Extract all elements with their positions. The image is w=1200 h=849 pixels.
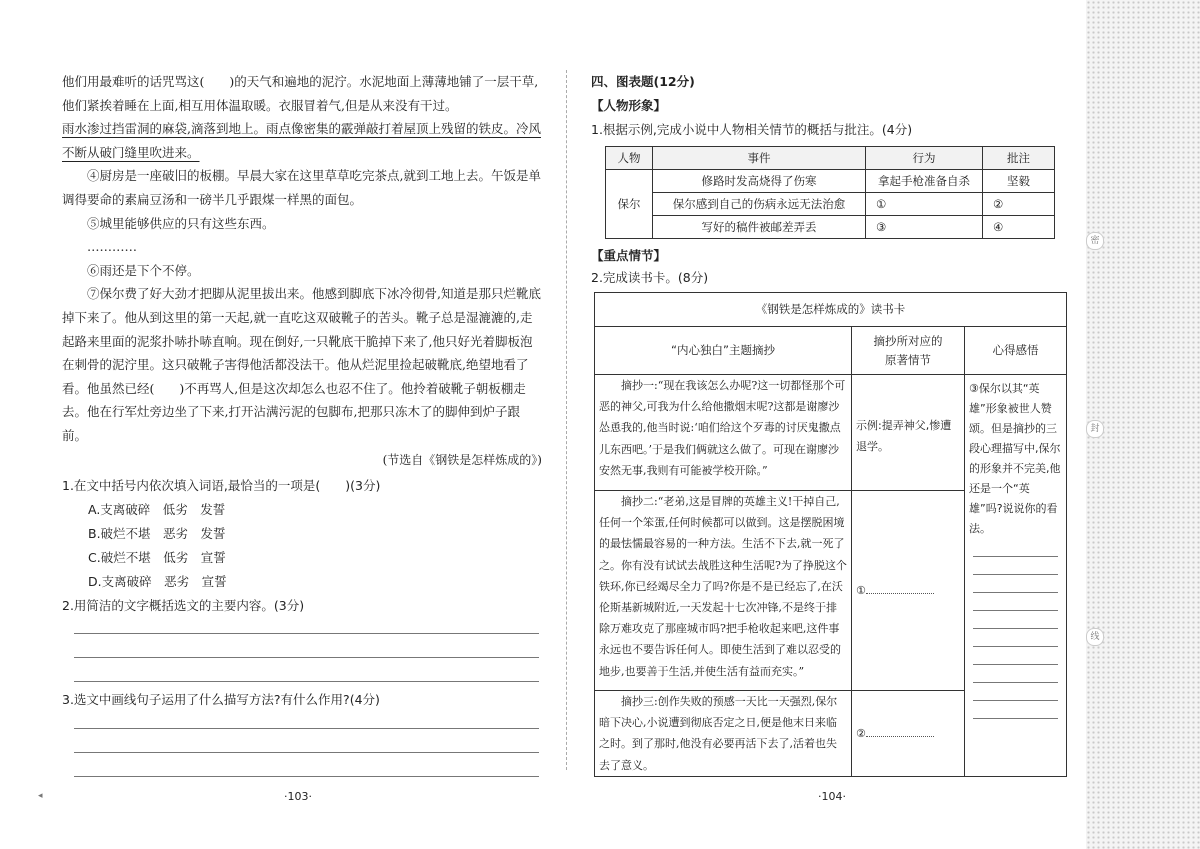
- card-col-plot-line2: 原著情节: [885, 352, 931, 367]
- section-title: 四、图表题(12分): [591, 74, 695, 89]
- question-3: 3.选文中画线句子运用了什么描写方法?有什么作用?(4分): [62, 692, 380, 707]
- answer-line[interactable]: [74, 633, 539, 634]
- note-cell: 坚毅: [983, 170, 1055, 193]
- passage-paragraph: ⑥雨还是下个不停。: [87, 262, 200, 278]
- excerpt-2: 摘抄二:“老弟,这是冒牌的英雄主义!干掉自己,任何一个笨蛋,任何时候都可以做到。这是摆脱困境的最怯懦最容易的一种方法。生活不下去,就一死了之。你有没有试试去战胜这种生活呢?为了挣脱这个铁环,你已经竭尽全力了吗?你是不是已经忘了,在沃伦斯基新城附近,一天发起十七次冲锋,不是终于排除万难攻克了那座城市吗?把手枪收起来吧,这件事永远也不要告诉任何人。即使生活到了难以忍受的地步,也要善于生活,并使生活有益而充实。”: [595, 491, 852, 691]
- table-row: [606, 193, 1055, 216]
- table-row: [606, 170, 1055, 193]
- page-number: ·103·: [284, 790, 312, 803]
- passage-source: (节选自《钢铁是怎样炼成的》): [382, 452, 542, 467]
- page-number: ·104·: [818, 790, 846, 803]
- card-col-plot: [852, 327, 965, 375]
- card-col-excerpt: “内心独白”主题摘抄: [595, 327, 852, 375]
- answer-line[interactable]: [973, 611, 1058, 629]
- card-col-insight: 心得感悟: [965, 327, 1067, 375]
- reading-passage: [62, 70, 542, 472]
- excerpt-3: 摘抄三:创作失败的预感一天比一天强烈,保尔暗下决心,小说遭到彻底否定之日,便是他末日来临之时。到了那时,他没有必要再活下去了,活着也失去了意义。: [595, 691, 852, 777]
- table-header: 批注: [983, 147, 1055, 170]
- answer-line[interactable]: [973, 647, 1058, 665]
- card-title: 《钢铁是怎样炼成的》读书卡: [595, 293, 1067, 327]
- plot-answer-1[interactable]: [852, 491, 965, 691]
- insight-prompt: ③保尔以其“英雄”形象被世人赞颂。但是摘抄的三段心理描写中,保尔的形象并不完美,他还是一个“英雄”吗?说说你的看法。: [969, 382, 1061, 535]
- option-b[interactable]: B.破烂不堪 恶劣 发誓: [88, 526, 226, 541]
- passage-paragraph: 他们用最难听的话咒骂这( )的天气和遍地的泥泞。水泥地面上薄薄地铺了一层干草,他们紧挨着睡在上面,相互用体温取暖。衣服冒着气,但是从来没有干过。: [62, 74, 539, 113]
- answer-line[interactable]: [973, 665, 1058, 683]
- underlined-sentence: 雨水渗过挡雷洞的麻袋,滴落到地上。雨点像密集的霰弹敲打着屋顶上残留的铁皮。冷风不断从破门缝里吹进来。: [62, 121, 541, 160]
- option-d[interactable]: D.支离破碎 恶劣 宣誓: [88, 574, 227, 589]
- plot-answer-2[interactable]: [852, 691, 965, 777]
- blank-number: ②: [856, 726, 866, 740]
- seal-label: 密: [1086, 232, 1104, 250]
- answer-cell[interactable]: ④: [983, 216, 1055, 239]
- excerpt-1: 摘抄一:“现在我该怎么办呢?这一切都怪那个可恶的神父,可我为什么给他撒烟末呢?这都是谢廖沙怂恿我的,他当时说:‘咱们给这个歹毒的讨厌鬼撒点儿东西吧。’于是我们俩就这么做了。可现在谢廖沙安然无事,我则有可能被学校开除。”: [595, 375, 852, 491]
- left-page: [0, 0, 566, 849]
- answer-line[interactable]: [973, 557, 1058, 575]
- passage-paragraph: ⑦保尔费了好大劲才把脚从泥里拔出来。他感到脚底下冰冷彻骨,知道是那只烂靴底掉下来了。他从到这里的第一天起,就一直吃这双破靴子的苦头。靴子总是湿漉漉的,走起路来里面的泥浆扑哧扑哧直响。现在倒好,一只靴底干脆掉下来了,他只好光着脚板泡在刺骨的泥泞里。这只破靴子害得他活都没法干。他从烂泥里捡起破靴底,绝望地看了看。他虽然已经( )不再骂人,但是这次却怎么也忍不住了。他拎着破靴子朝板棚走去。他在行军灶旁边坐了下来,打开沾满污泥的包脚布,把那只冻木了的脚伸到炉子跟前。: [62, 286, 541, 443]
- table-row: [606, 216, 1055, 239]
- subsection-plot: 【重点情节】: [591, 248, 667, 263]
- card-col-plot-line1: 摘抄所对应的: [873, 333, 943, 348]
- plot-example: 示例:提弄神父,惨遭退学。: [852, 375, 965, 491]
- answer-line[interactable]: [74, 728, 539, 729]
- person-cell: 保尔: [606, 170, 653, 239]
- insight-cell: [965, 375, 1067, 777]
- ellipsis-line: …………: [87, 239, 137, 255]
- question-2: 2.用简洁的文字概括选文的主要内容。(3分): [62, 598, 305, 613]
- answer-line[interactable]: [973, 575, 1058, 593]
- blank-number: ①: [856, 583, 866, 597]
- answer-line[interactable]: [973, 683, 1058, 701]
- answer-line[interactable]: [973, 629, 1058, 647]
- table-header: 行为: [866, 147, 983, 170]
- answer-line[interactable]: [74, 752, 539, 753]
- option-a[interactable]: A.支离破碎 低劣 发誓: [88, 502, 226, 517]
- event-cell: 修路时发高烧得了伤寒: [653, 170, 866, 193]
- event-cell: 保尔感到自己的伤病永远无法治愈: [653, 193, 866, 216]
- question-1: 1.在文中括号内依次填入词语,最恰当的一项是( )(3分): [62, 478, 381, 493]
- answer-line[interactable]: [74, 776, 539, 777]
- answer-line[interactable]: [973, 701, 1058, 719]
- character-table: [605, 146, 1055, 239]
- subsection-character: 【人物形象】: [591, 98, 667, 113]
- answer-cell[interactable]: ③: [866, 216, 983, 239]
- answer-line[interactable]: [74, 681, 539, 682]
- passage-paragraph: ⑤城里能够供应的只有这些东西。: [87, 215, 275, 231]
- blank-line[interactable]: [866, 724, 934, 737]
- corner-mark: ◂: [38, 791, 43, 801]
- page-divider: [566, 70, 567, 770]
- table-header: 人物: [606, 147, 653, 170]
- event-cell: 写好的稿件被邮差弄丢: [653, 216, 866, 239]
- table-header: 事件: [653, 147, 866, 170]
- answer-line[interactable]: [973, 539, 1058, 557]
- seal-label: 封: [1086, 420, 1104, 438]
- right-question-1: 1.根据示例,完成小说中人物相关情节的概括与批注。(4分): [591, 122, 913, 137]
- blank-line[interactable]: [866, 581, 934, 594]
- answer-line[interactable]: [973, 593, 1058, 611]
- answer-line[interactable]: [74, 657, 539, 658]
- answer-cell[interactable]: ②: [983, 193, 1055, 216]
- option-c[interactable]: C.破烂不堪 低劣 宣誓: [88, 550, 226, 565]
- answer-cell[interactable]: ①: [866, 193, 983, 216]
- right-question-2: 2.完成读书卡。(8分): [591, 270, 709, 285]
- reading-card: [594, 292, 1067, 777]
- seal-label: 线: [1086, 628, 1104, 646]
- behavior-cell: 拿起手枪准备自杀: [866, 170, 983, 193]
- passage-paragraph: ④厨房是一座破旧的板棚。早晨大家在这里草草吃完茶点,就到工地上去。午饭是单调得要命的素扁豆汤和一磅半几乎跟煤一样黑的面包。: [62, 168, 541, 207]
